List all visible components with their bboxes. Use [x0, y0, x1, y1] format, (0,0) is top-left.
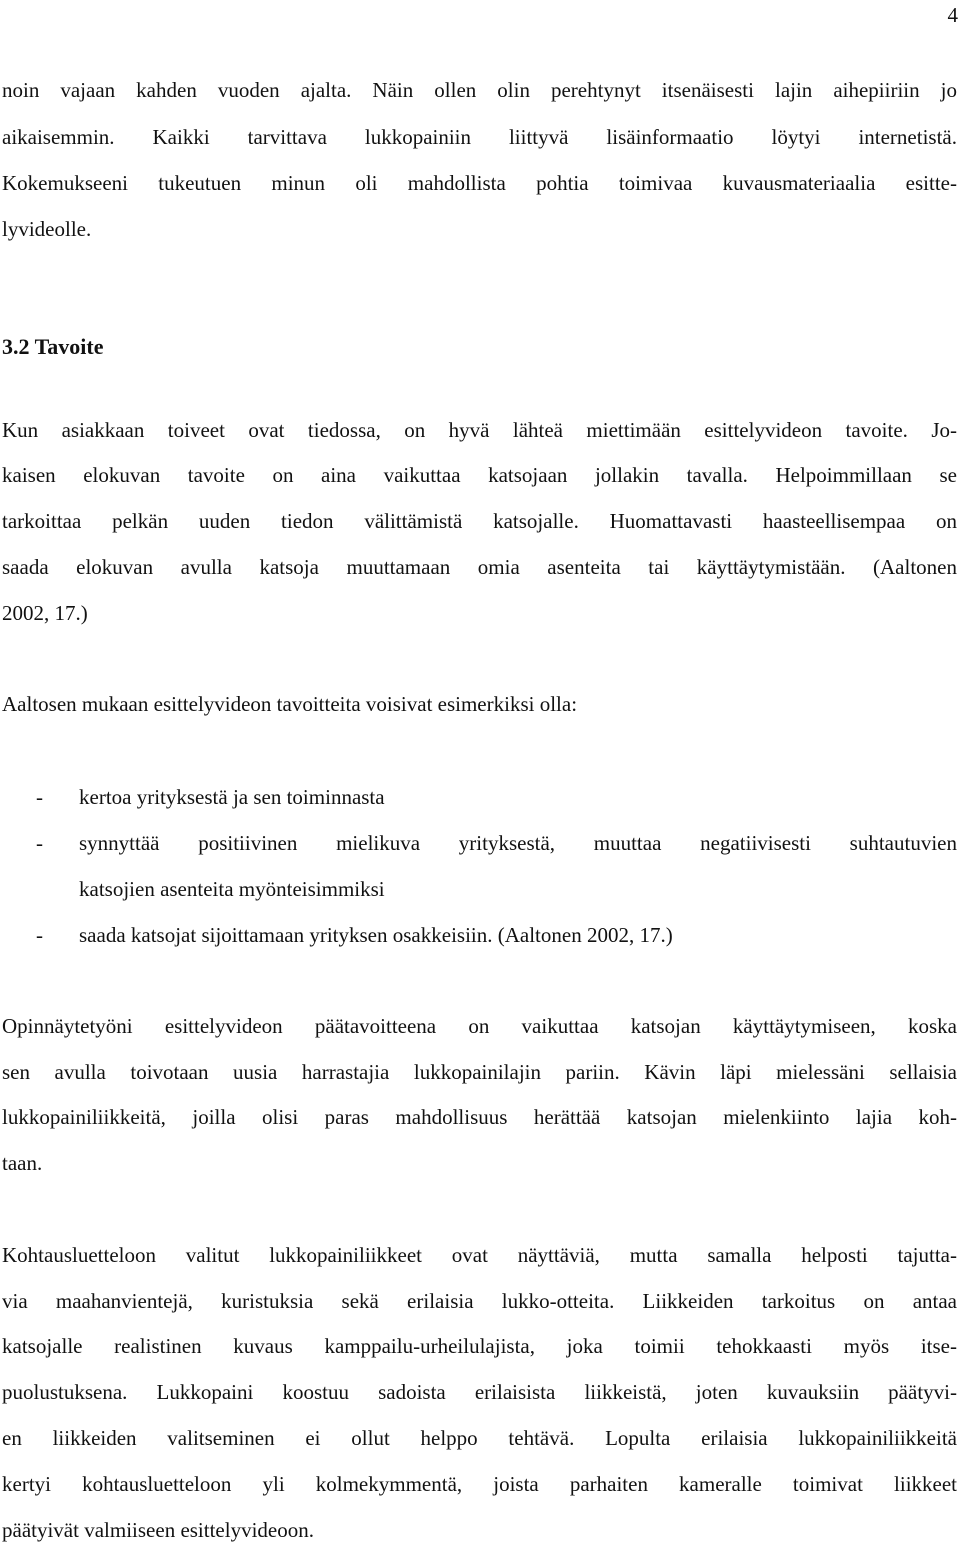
paragraph-4-line: Kohtausluetteloon valitut lukkopainiliikkeet ovat näyttäviä, mutta samalla helposti tajutta- [2, 1243, 957, 1267]
paragraph-4-line: puolustuksena. Lukkopaini koostuu sadoista erilaisista liikkeistä, joten kuvauksiin päätyvi- [2, 1380, 957, 1404]
paragraph-4-line: en liikkeiden valitseminen ei ollut helppo tehtävä. Lopulta erilaisia lukkopainiliikkeitä [2, 1426, 957, 1450]
list-item-text: kertoa yrityksestä ja sen toiminnasta [79, 785, 385, 809]
paragraph-4-line: kertyi kohtausluetteloon yli kolmekymmentä, joista parhaiten kameralle toimivat liikkeet [2, 1472, 957, 1496]
paragraph-1-line: Kokemukseeni tukeutuen minun oli mahdollista pohtia toimivaa kuvausmateriaalia esitte- [2, 171, 957, 195]
list-intro: Aaltosen mukaan esittelyvideon tavoitteita voisivat esimerkiksi olla: [2, 692, 578, 716]
paragraph-4-line: katsojalle realistinen kuvaus kamppailu-urheilulajista, joka toimii tehokkaasti myös itse- [2, 1334, 957, 1358]
dash-marker: - [36, 785, 43, 809]
paragraph-2-line: Kun asiakkaan toiveet ovat tiedossa, on hyvä lähteä miettimään esittelyvideon tavoite. Jo- [2, 418, 957, 442]
paragraph-1-line: aikaisemmin. Kaikki tarvittava lukkopainiin liittyvä lisäinformaatio löytyi internetistä. [2, 125, 957, 149]
list-item-text: synnyttää positiivinen mielikuva yrityksestä, muuttaa negatiivisesti suhtautuvien [79, 831, 957, 855]
dash-marker: - [36, 923, 43, 947]
paragraph-2-line: kaisen elokuvan tavoite on aina vaikuttaa katsojaan jollakin tavalla. Helpoimmillaan se [2, 463, 957, 487]
paragraph-3-line: taan. [2, 1151, 43, 1175]
paragraph-2-line: saada elokuvan avulla katsoja muuttamaan omia asenteita tai käyttäytymistään. (Aaltonen [2, 555, 957, 579]
paragraph-3-line: lukkopainiliikkeitä, joilla olisi paras mahdollisuus herättää katsojan mielenkiinto lajia koh- [2, 1105, 957, 1129]
list-item-text: katsojien asenteita myönteisimmiksi [79, 877, 385, 901]
paragraph-3-line: Opinnäytetyöni esittelyvideon päätavoitteena on vaikuttaa katsojan käyttäytymiseen, koska [2, 1014, 957, 1038]
paragraph-2-line: 2002, 17.) [2, 601, 88, 625]
paragraph-3-line: sen avulla toivotaan uusia harrastajia lukkopainilajin pariin. Kävin läpi mielessäni sellaisia [2, 1060, 957, 1084]
dash-marker: - [36, 831, 43, 855]
paragraph-1-line: lyvideolle. [2, 217, 92, 241]
list-item-text: saada katsojat sijoittamaan yrityksen osakkeisiin. (Aaltonen 2002, 17.) [79, 923, 673, 947]
paragraph-2-line: tarkoittaa pelkän uuden tiedon välittämistä katsojalle. Huomattavasti haasteellisempaa on [2, 509, 957, 533]
paragraph-1-line: noin vajaan kahden vuoden ajalta. Näin ollen olin perehtynyt itsenäisesti lajin aihepiiriin jo [2, 78, 957, 102]
section-heading: 3.2 Tavoite [2, 334, 104, 359]
page-number: 4 [947, 3, 958, 27]
paragraph-4-line: päätyivät valmiiseen esittelyvideoon. [2, 1518, 314, 1542]
paragraph-4-line: via maahanvientejä, kuristuksia sekä erilaisia lukko-otteita. Liikkeiden tarkoitus on antaa [2, 1289, 957, 1313]
